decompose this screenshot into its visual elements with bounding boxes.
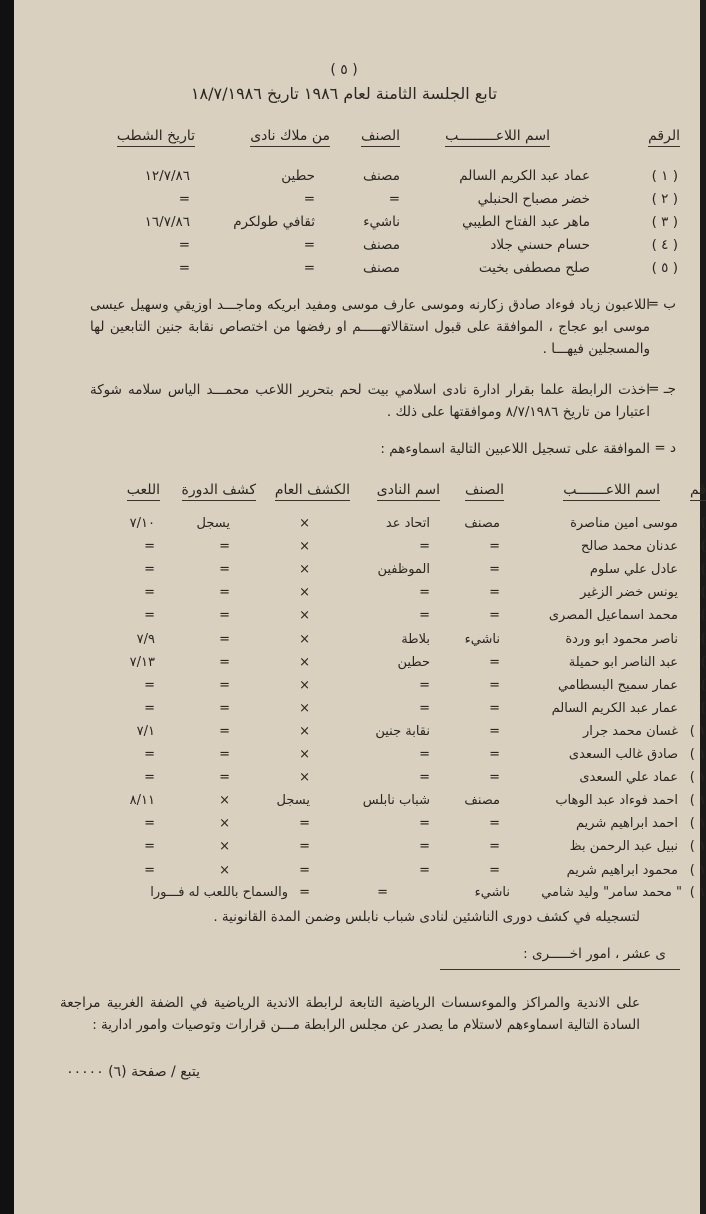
row-number: ١ )	[689, 816, 706, 832]
play-date: =	[144, 562, 155, 578]
row-number: ١ )	[689, 793, 706, 809]
general-list: ×	[299, 747, 310, 762]
session-title: تابع الجلسة الثامنة لعام ١٩٨٦ تاريخ ١٨/٧/١٩٨٦	[190, 84, 498, 103]
player-name: محمود ابراهيم شريم	[566, 862, 678, 878]
player-name: صلح مصطفى بخيت	[478, 260, 590, 276]
player-club: =	[419, 585, 430, 601]
player-class: =	[489, 608, 500, 624]
player-club: =	[303, 191, 315, 207]
row-number: ١ )	[689, 862, 706, 878]
league-list: ×	[219, 816, 230, 832]
player-club: حطين	[397, 654, 430, 670]
league-list: =	[219, 654, 230, 670]
player-name: عدنان محمد صالح	[580, 539, 678, 555]
play-date: ٧/١	[136, 723, 155, 739]
play-date: =	[144, 862, 155, 878]
strike-date: =	[178, 260, 190, 276]
play-date: =	[144, 608, 155, 624]
player-name: غسان محمد جرار	[583, 723, 678, 739]
player-class: مصنف	[363, 168, 400, 184]
continued-on-page: يتبع / صفحة (٦) ٠٠٠٠٠	[66, 1064, 200, 1080]
play-date: =	[144, 677, 155, 693]
player-class: =	[489, 539, 500, 555]
section-j-label: جـ =	[648, 381, 676, 397]
league-list: =	[219, 562, 230, 578]
player-name: صادق غالب السعدى	[568, 747, 678, 762]
row-number: )	[700, 700, 706, 716]
player-name: عماد علي السعدى	[579, 770, 678, 786]
league-list: ×	[219, 839, 230, 855]
registration-note: لتسجيله في كشف دورى الناشئين لنادى شباب نابلس وضمن المدة القانونية .	[213, 909, 640, 925]
player-class: مصنف	[464, 793, 500, 809]
player-class: ناشيء	[363, 214, 400, 230]
player-class: مصنف	[363, 237, 400, 253]
play-date: =	[144, 816, 155, 832]
player-name: عماد عبد الكريم السالم	[459, 168, 590, 184]
player-name: عادل علي سلوم	[589, 562, 678, 578]
player-class: =	[489, 677, 500, 693]
col2-header-general-list: الكشف العام	[275, 482, 350, 501]
player-name: عبد الناصر ابو حميلة	[568, 654, 678, 670]
general-list: =	[299, 816, 310, 832]
heading-rule	[440, 969, 680, 970]
section-d-label: د =	[654, 440, 676, 456]
page-number: ( ٥ )	[330, 62, 358, 78]
play-date: =	[144, 700, 155, 716]
player-club: =	[303, 237, 315, 253]
general-list: ×	[299, 723, 310, 739]
general-list: يسجل	[276, 793, 310, 809]
row-number: ( ٢ )	[651, 191, 678, 207]
player-class: مصنف	[464, 516, 500, 531]
col-header-class: الصنف	[361, 128, 400, 147]
player-name: ناصر محمود ابو وردة	[565, 631, 678, 647]
player-name: عمار سميح البسطامي	[557, 677, 678, 693]
player-club: =	[419, 747, 430, 762]
col-header-player-name: اسم اللاعـــــــــب	[445, 128, 550, 147]
play-date: =	[144, 747, 155, 762]
general-list: =	[299, 885, 310, 900]
player-club: =	[419, 770, 430, 786]
col2-header-league-list: كشف الدورة	[182, 482, 256, 501]
strike-date: ١٦/٧/٨٦	[144, 214, 190, 230]
col2-header-number: قم	[690, 482, 706, 501]
row-number: ( ٣ )	[651, 214, 678, 230]
play-date: ٨/١١	[129, 793, 155, 809]
row-number: ( ٥ )	[651, 260, 678, 276]
player-name: خضر مصباح الحنبلي	[477, 191, 590, 207]
general-list: ×	[299, 539, 310, 555]
league-list: =	[219, 677, 230, 693]
general-list: =	[299, 839, 310, 855]
row-number: )	[700, 631, 706, 647]
play-date: =	[144, 770, 155, 786]
general-list: ×	[299, 770, 310, 786]
general-list: ×	[299, 585, 310, 601]
player-name: " محمد سامر" وليد شامي	[541, 885, 682, 900]
league-list: =	[219, 631, 230, 647]
league-list: =	[219, 539, 230, 555]
player-name: احمد ابراهيم شريم	[575, 816, 678, 832]
general-list: ×	[299, 631, 310, 647]
row-number: ١ )	[689, 747, 706, 762]
league-list: =	[219, 747, 230, 762]
player-class: =	[489, 700, 500, 716]
row-number: )	[700, 585, 706, 601]
player-name: احمد فوءاد عبد الوهاب	[555, 793, 678, 809]
col-header-strike-date: تاريخ الشطب	[117, 128, 195, 147]
col-header-number: الرقم	[648, 128, 680, 147]
document-page	[14, 0, 706, 1214]
play-date: ٧/١٠	[129, 516, 155, 531]
col2-header-class: الصنف	[465, 482, 504, 501]
other-matters-text: على الاندية والمراكز والموءسسات الرياضية التابعة لرابطة الاندية الرياضية في الضفة الغربية مراجعة السادة التالية اسماوءهم لاستلام ما يصدر عن مجلس الرابطة مـــن قرارات وتوصيات وامور ادارية :	[60, 995, 640, 1033]
player-club: =	[377, 885, 388, 900]
player-class: =	[489, 816, 500, 832]
player-club: =	[419, 700, 430, 716]
book-binding-edge	[0, 0, 14, 1214]
play-date: =	[144, 585, 155, 601]
strike-date: ١٢/٧/٨٦	[144, 168, 190, 184]
general-list: ×	[299, 608, 310, 624]
player-class: =	[489, 723, 500, 739]
row-number: ( ٤ )	[651, 237, 678, 253]
player-name: محمد اسماعيل المصرى	[548, 608, 678, 624]
col2-header-club: اسم النادى	[377, 482, 440, 501]
player-class: ناشيء	[474, 885, 510, 900]
player-club: =	[303, 260, 315, 276]
strike-date: =	[178, 191, 190, 207]
player-club: =	[419, 539, 430, 555]
player-class: =	[489, 654, 500, 670]
row-number: )	[700, 516, 706, 531]
player-class: مصنف	[363, 260, 400, 276]
section-b-text: اللاعبون زياد فوءاد صادق زكارنه وموسى عارف موسى ومفيد ابريكه وماجـــد اوزيقي وسهيل عيسى موسى ابو عجاج ، الموافقة على قبول استقالاتهـــــم او رفضها من اختصاص نقابة جنين التابعين لها والمسجلين فيهـــا .	[90, 297, 650, 357]
player-club: شباب نابلس	[362, 793, 430, 809]
player-club: اتحاد عد	[385, 516, 430, 531]
player-class: ناشيء	[464, 631, 500, 647]
section-j-text: اخذت الرابطة علما بقرار ادارة نادى اسلامي بيت لحم بتحرير اللاعب محمـــد الياس سلامه شوكة اعتبارا من تاريخ ٨/٧/١٩٨٦ وموافقتها على ذلك .	[90, 382, 650, 420]
player-name: موسى امين مناصرة	[570, 516, 678, 531]
row-number: ١ )	[689, 723, 706, 739]
row-number: ١ )	[689, 770, 706, 786]
player-club: ثقافي طولكرم	[233, 214, 315, 230]
row-number: )	[700, 608, 706, 624]
league-list: =	[219, 770, 230, 786]
general-list: ×	[299, 562, 310, 578]
section-d-text: الموافقة على تسجيل اللاعبين التالية اسماوءهم :	[380, 441, 650, 457]
play-note: والسماح باللعب له فـــورا	[150, 885, 288, 900]
player-club: نقابة جنين	[375, 723, 430, 739]
row-number: ١ )	[689, 839, 706, 855]
player-club: الموظفين	[377, 562, 430, 578]
player-club: بلاطة	[401, 631, 430, 647]
player-class: =	[489, 862, 500, 878]
player-class: =	[489, 747, 500, 762]
general-list: ×	[299, 677, 310, 693]
player-name: ماهر عبد الفتاح الطيبي	[462, 214, 590, 230]
col2-header-play: اللعب	[127, 482, 160, 501]
col-header-club: من ملاك نادى	[250, 128, 330, 147]
general-list: ×	[299, 700, 310, 716]
row-number: )	[700, 539, 706, 555]
league-list: =	[219, 700, 230, 716]
strike-date: =	[178, 237, 190, 253]
general-list: ×	[299, 516, 310, 531]
player-name: يونس خضر الزغير	[580, 585, 678, 601]
player-club: =	[419, 816, 430, 832]
player-class: =	[489, 585, 500, 601]
league-list: ×	[219, 793, 230, 809]
col2-header-player-name: اسم اللاعـــــــب	[563, 482, 660, 501]
league-list: يسجل	[196, 516, 230, 531]
row-number: ١ )	[689, 885, 706, 900]
player-club: =	[419, 677, 430, 693]
play-date: ٧/٩	[136, 631, 155, 647]
player-club: =	[419, 839, 430, 855]
player-class: =	[388, 191, 400, 207]
player-name: عمار عبد الكريم السالم	[551, 700, 678, 716]
general-list: =	[299, 862, 310, 878]
player-name: نبيل عبد الرحمن بظ	[569, 839, 678, 855]
player-class: =	[489, 562, 500, 578]
league-list: ×	[219, 862, 230, 878]
play-date: =	[144, 539, 155, 555]
row-number: ( ١ )	[651, 168, 678, 184]
player-name: حسام حسني جلاد	[490, 237, 590, 253]
player-club: =	[419, 862, 430, 878]
row-number: )	[700, 562, 706, 578]
league-list: =	[219, 608, 230, 624]
league-list: =	[219, 723, 230, 739]
player-class: =	[489, 770, 500, 786]
row-number: )	[700, 677, 706, 693]
league-list: =	[219, 585, 230, 601]
general-list: ×	[299, 654, 310, 670]
player-class: =	[489, 839, 500, 855]
section-b-label: ب =	[647, 296, 676, 312]
player-club: =	[419, 608, 430, 624]
play-date: ٧/١٣	[129, 654, 155, 670]
play-date: =	[144, 839, 155, 855]
other-matters-heading: ى عشر ، امور اخـــــرى :	[523, 946, 666, 962]
player-club: حطين	[281, 168, 315, 184]
row-number: )	[700, 654, 706, 670]
